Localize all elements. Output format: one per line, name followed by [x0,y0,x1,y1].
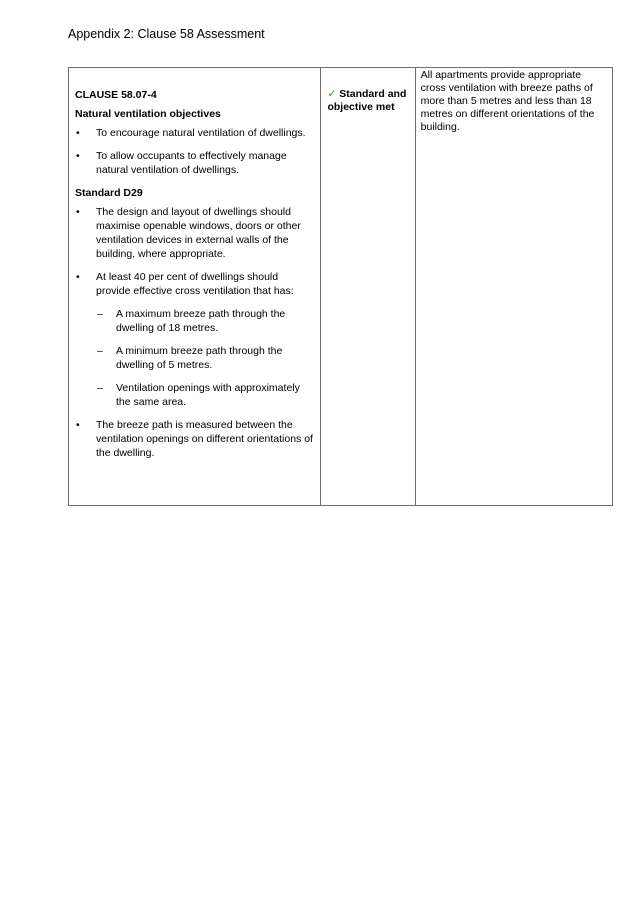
status-label: Standard and objective met [327,88,407,113]
standard-text: The design and layout of dwellings should maximise openable windows, doors or other ventilation devices in external walls of the building, where appropriate. [96,206,301,260]
comment-text: All apartments provide appropriate cross ventilation with breeze paths of more than 5 metres and less than 18 metres on different orientations of the building. [420,69,595,133]
sub-list-item [75,344,314,372]
page-header-title: Appendix 2: Clause 58 Assessment [68,27,265,41]
list-item [75,205,314,261]
final-item-text: The breeze path is measured between the ventilation openings on different orientations of the dwelling. [96,419,313,459]
sub-list-item [75,381,314,409]
sub-item-text: A minimum breeze path through the dwelling of 5 metres. [116,345,283,371]
bullet-icon: • [76,127,80,139]
bullet-icon: • [76,271,80,283]
table-row [69,68,613,506]
objective-text: To allow occupants to effectively manage natural ventilation of dwellings. [96,150,287,176]
dash-icon: – [97,308,103,320]
comment-cell [415,68,612,506]
list-item [75,418,314,460]
sub-list-item [75,307,314,335]
list-item [75,270,314,298]
objectives-heading: Natural ventilation objectives [75,108,221,120]
assessment-table [68,67,613,506]
list-item [75,149,314,177]
sub-item-text: A maximum breeze path through the dwelling of 18 metres. [116,308,286,334]
bullet-icon: • [76,419,80,431]
bullet-icon: • [76,206,80,218]
list-item [75,126,314,140]
checkmark-icon: ✓ [327,88,337,100]
dash-icon: – [97,345,103,357]
standard-heading: Standard D29 [75,187,143,199]
objective-text: To encourage natural ventilation of dwellings. [96,127,306,139]
status-cell [321,68,415,506]
sub-item-text: Ventilation openings with approximately the same area. [116,382,300,408]
bullet-icon: • [76,150,80,162]
standard-text: At least 40 per cent of dwellings should provide effective cross ventilation that has: [96,271,294,297]
clause-cell [69,68,321,506]
clause-title: CLAUSE 58.07-4 [75,89,157,101]
dash-icon: – [97,382,103,394]
